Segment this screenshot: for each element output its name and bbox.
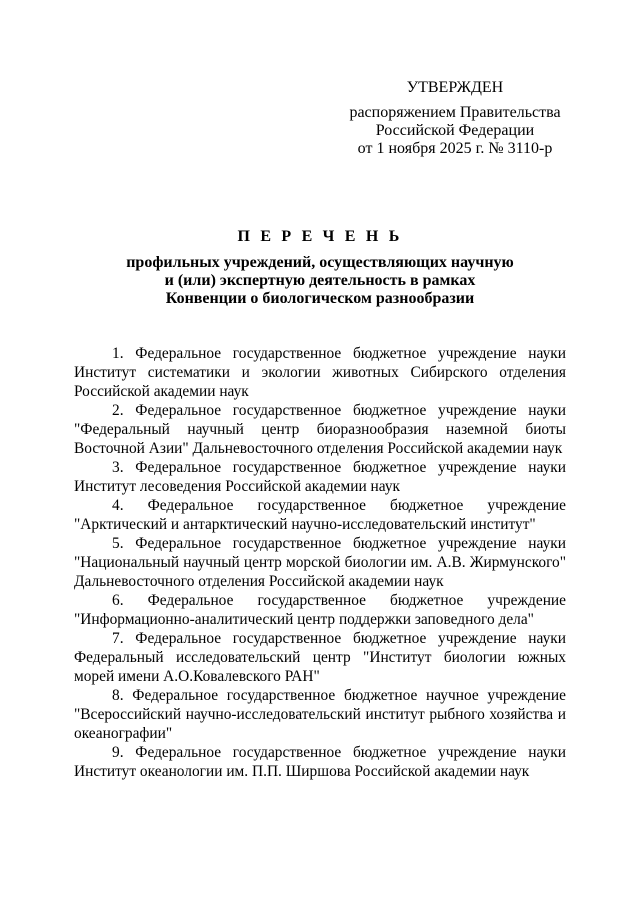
item-number: 1. — [112, 345, 124, 362]
item-text: Федеральное государственное бюджетное учреждение "Информационно-аналитический центр поддержки заповедного дела" — [74, 592, 566, 628]
list-item — [74, 401, 566, 458]
list-item — [74, 743, 566, 781]
item-text: Федеральное государственное бюджетное учреждение науки "Федеральный научный центр биоразнообразия наземной биоты Восточной Азии" Дальневосточного отделения Российской академии наук — [74, 402, 566, 457]
institutions-list — [74, 344, 566, 781]
document-subheading — [100, 254, 540, 308]
list-item — [74, 496, 566, 534]
item-number: 2. — [112, 402, 124, 419]
approval-block — [340, 79, 570, 158]
approval-line-authority: Российской Федерации — [375, 122, 535, 139]
item-text: Федеральное государственное бюджетное учреждение науки Федеральный исследовательский центр "Институт биологии южных морей имени А.О.Ковалевского РАН" — [74, 630, 566, 685]
item-text: Федеральное государственное бюджетное научное учреждение "Всероссийский научно-исследовательский институт рыбного хозяйства и океанографии" — [74, 687, 566, 742]
document-heading: П Е Р Е Ч Е Н Ь — [237, 228, 403, 245]
item-text: Федеральное государственное бюджетное учреждение науки Институт систематики и экологии животных Сибирского отделения Российской академии наук — [74, 345, 566, 400]
approval-title: УТВЕРЖДЕН — [406, 79, 504, 96]
item-number: 9. — [112, 744, 124, 761]
item-text: Федеральное государственное бюджетное учреждение науки "Национальный научный центр морской биологии им. А.В. Жирмунского" Дальневосточного отделения Российской академии наук — [74, 535, 566, 590]
list-item — [74, 458, 566, 496]
item-number: 5. — [112, 535, 124, 552]
item-number: 6. — [112, 592, 124, 609]
approval-line-date: от 1 ноября 2025 г. № 3110-р — [357, 140, 553, 157]
list-item — [74, 629, 566, 686]
item-number: 4. — [112, 497, 124, 514]
item-text: Федеральное государственное бюджетное учреждение науки Институт океанологии им. П.П. Ширшова Российской академии наук — [74, 744, 566, 780]
item-number: 3. — [112, 459, 124, 476]
subheading-line: Конвенции о биологическом разнообразии — [165, 290, 475, 307]
list-item — [74, 591, 566, 629]
list-item — [74, 344, 566, 401]
item-number: 8. — [112, 687, 124, 704]
subheading-line: и (или) экспертную деятельность в рамках — [164, 272, 476, 289]
item-text: Федеральное государственное бюджетное учреждение науки Институт лесоведения Российской академии наук — [74, 459, 566, 495]
subheading-line: профильных учреждений, осуществляющих научную — [126, 254, 514, 271]
item-number: 7. — [112, 630, 124, 647]
list-item — [74, 534, 566, 591]
list-item — [74, 686, 566, 743]
approval-line-order: распоряжением Правительства — [349, 104, 561, 121]
item-text: Федеральное государственное бюджетное учреждение "Арктический и антарктический научно-исследовательский институт" — [74, 497, 566, 533]
